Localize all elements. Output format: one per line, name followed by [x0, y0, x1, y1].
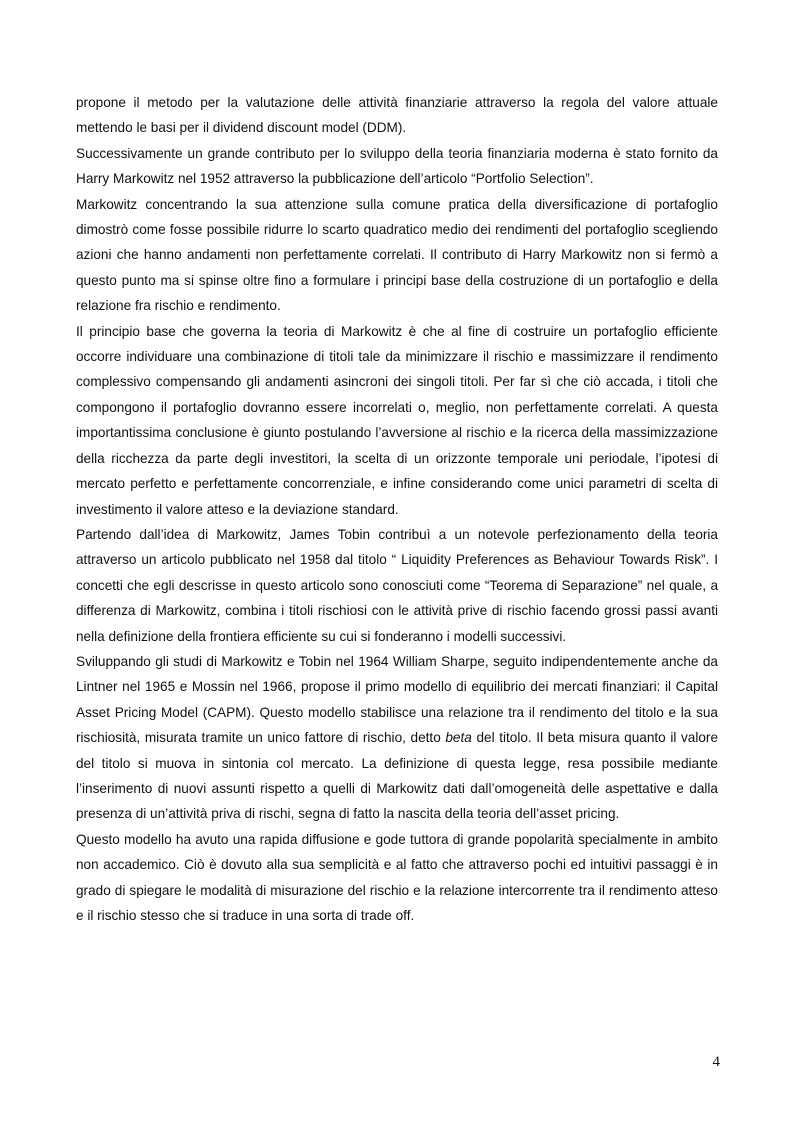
paragraph-ddm: propone il metodo per la valutazione delle attività finanziarie attraverso la regola del valore attuale mettendo le basi per il dividend discount model (DDM). [76, 95, 718, 136]
paragraph-tobin: Partendo dall’idea di Markowitz, James Tobin contribuì a un notevole perfezionamento della teoria attraverso un articolo pubblicato nel 1958 dal titolo “ Liquidity Preferences as Behaviour Towards Risk”. I concetti che egli descrisse in questo articolo sono conosciuti come “Teorema di Separazione” nel quale, a differenza di Markowitz, combina i titoli rischiosi con le attività prive di rischio facendo grossi passi avanti nella definizione della frontiera efficiente su cui si fonderanno i modelli successivi. [76, 526, 718, 644]
paragraph-markowitz-principle: Il principio base che governa la teoria di Markowitz è che al fine di costruire un portafoglio efficiente occorre individuare una combinazione di titoli tale da minimizzare il rischio e massimizzare il rendimento complessivo compensando gli andamenti asincroni dei singoli titoli. Per far sì che ciò accada, i titoli che compongono il portafoglio dovranno essere incorrelati o, meglio, non perfettamente correlati. A questa importantissima conclusione è giunto postulando l’avversione al rischio e la ricerca della massimizzazione della ricchezza da parte degli investitori, la scelta di un orizzonte temporale uni periodale, l’ipotesi di mercato perfetto e perfettamente concorrenziale, e infine considerando come unici parametri di scelta di investimento il valore atteso e la deviazione standard. [76, 323, 718, 517]
sharpe-text-after: del titolo. Il beta misura quanto il valore del titolo si muova in sintonia col mercato. La definizione di questa legge, resa possibile mediante l’inserimento di nuovi assunti rispetto a quelli di Markowitz dati dall’omogeneità delle aspettative e dalla presenza di un’attività priva di rischi, segna di fatto la nascita della teoria dell’asset pricing. [76, 730, 719, 822]
beta-term: beta [445, 730, 472, 746]
page-number: 4 [712, 1054, 720, 1070]
body-text [76, 90, 718, 928]
sharpe-text-before: Sviluppando gli studi di Markowitz e Tobin nel 1964 William Sharpe, seguito indipendentemente anche da Lintner nel 1965 e Mossin nel 1966, propose il primo modello di equilibrio dei mercati finanziari: il Capital Asset Pricing Model (CAPM). Questo modello stabilisce una relazione tra il rendimento del titolo e la sua rischiosità, misurata tramite un unico fattore di rischio, detto [76, 653, 718, 746]
paragraph-sharpe-capm [76, 649, 718, 827]
paragraph-markowitz-intro: Successivamente un grande contributo per lo sviluppo della teoria finanziaria moderna è stato fornito da Harry Markowitz nel 1952 attraverso la pubblicazione dell’articolo “Portfolio Selection”. [76, 145, 718, 187]
paragraph-model-diffusion: Questo modello ha avuto una rapida diffusione e gode tuttora di grande popolarità specialmente in ambito non accademico. Ciò è dovuto alla sua semplicità e al fatto che attraverso pochi ed intuitivi passaggi è in grado di spiegare le modalità di misurazione del rischio e la relazione intercorrente tra il rendimento atteso e il rischio stesso che si traduce in una sorta di trade off. [76, 831, 718, 923]
paragraph-diversification: Markowitz concentrando la sua attenzione sulla comune pratica della diversificazione di portafoglio dimostrò come fosse possibile ridurre lo scarto quadratico medio dei rendimenti del portafoglio scegliendo azioni che hanno andamenti non perfettamente correlati. Il contributo di Harry Markowitz non si fermò a questo punto ma si spinse oltre fino a formulare i principi base della costruzione di un portafoglio e della relazione fra rischio e rendimento. [76, 196, 718, 314]
